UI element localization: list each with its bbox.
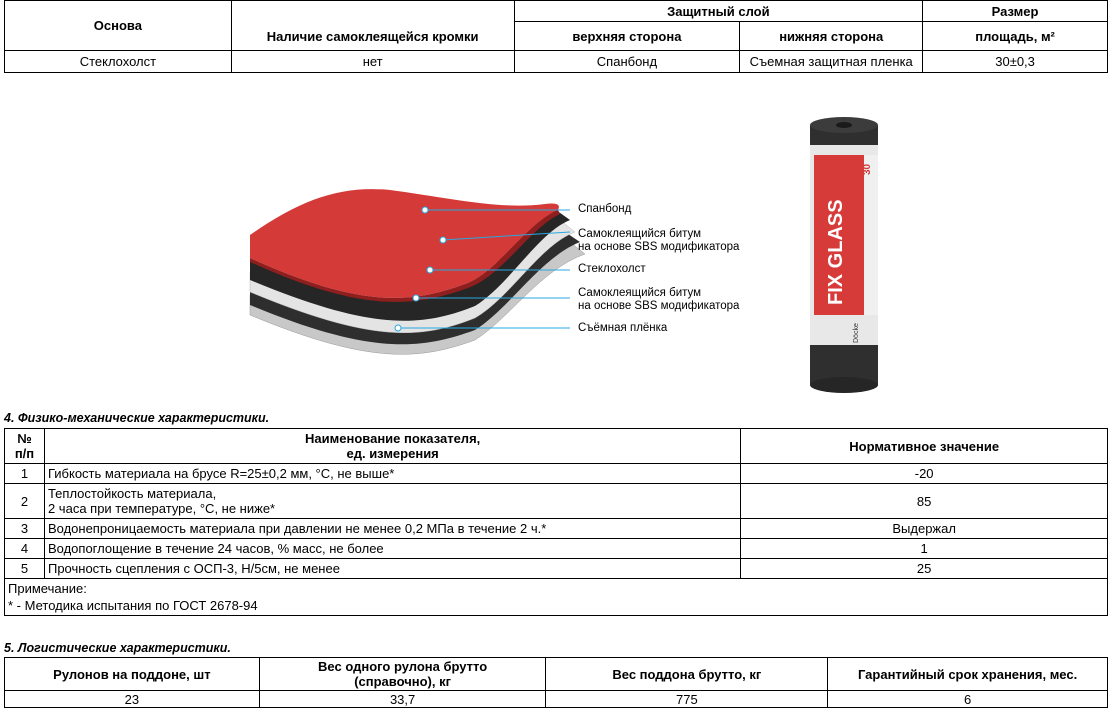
row-name: Теплостойкость материала, 2 часа при температуре, °С, не ниже*: [44, 484, 740, 519]
roll-size-text: 30: [862, 163, 873, 175]
header-num: № п/п: [5, 429, 45, 464]
header-pallet-weight: Вес поддона брутто, кг: [546, 658, 828, 691]
row-name: Гибкость материала на брусе R=25±0,2 мм, °С, не выше*: [44, 464, 740, 484]
roll-brand-text: FIX GLASS: [825, 199, 847, 305]
cell-rolls: 23: [5, 691, 260, 708]
header-edge: Наличие самоклеящейся кромки: [231, 1, 514, 51]
cell-pallet-weight: 775: [546, 691, 828, 708]
row-num: 1: [5, 464, 45, 484]
cell-area: 30±0,3: [923, 51, 1108, 73]
cell-base: Стеклохолст: [5, 51, 232, 73]
row-name: Водонепроницаемость материала при давлении не менее 0,2 МПа в течение 2 ч.*: [44, 519, 740, 539]
row-name: Водопоглощение в течение 24 часов, % масс, не более: [44, 539, 740, 559]
header-normative: Нормативное значение: [741, 429, 1108, 464]
label-bitumen-lower-1: Самоклеящийся битум: [578, 287, 702, 299]
header-size: Размер: [923, 1, 1108, 22]
label-bitumen-lower-2: на основе SBS модификатора: [578, 300, 740, 312]
label-bitumen-upper-1: Самоклеящийся битум: [578, 228, 702, 240]
label-spunbond: Спанбонд: [578, 203, 632, 215]
row-num: 2: [5, 484, 45, 519]
product-composition-table: [4, 0, 1108, 73]
product-roll-image: [808, 115, 880, 395]
cell-top-side: Спанбонд: [514, 51, 740, 73]
header-roll-weight: Вес одного рулона брутто (справочно), кг: [259, 658, 546, 691]
header-osnova: Основа: [5, 1, 232, 51]
row-num: 4: [5, 539, 45, 559]
section-5-title: 5. Логистические характеристики.: [4, 641, 231, 655]
row-value: -20: [741, 464, 1108, 484]
row-value: 85: [741, 484, 1108, 519]
header-indicator: Наименование показателя, ед. измерения: [44, 429, 740, 464]
cell-bottom-side: Съемная защитная пленка: [740, 51, 923, 73]
row-value: 1: [741, 539, 1108, 559]
header-bottom-side: нижняя сторона: [740, 22, 923, 51]
header-rolls-per-pallet: Рулонов на поддоне, шт: [5, 658, 260, 691]
header-protective-layer: Защитный слой: [514, 1, 923, 22]
logistics-table: [4, 657, 1108, 708]
label-bitumen-upper-2: на основе SBS модификатора: [578, 241, 740, 253]
layer-diagram: [240, 180, 780, 380]
physical-properties-table: [4, 428, 1108, 616]
roll-maker-text: Döcke: [853, 323, 860, 343]
label-release-film: Съёмная плёнка: [578, 322, 668, 334]
row-num: 3: [5, 519, 45, 539]
header-top-side: верхняя сторона: [514, 22, 740, 51]
row-value: Выдержал: [741, 519, 1108, 539]
cell-edge: нет: [231, 51, 514, 73]
label-glass-fiber: Стеклохолст: [578, 263, 646, 275]
row-name: Прочность сцепления с ОСП-3, Н/5см, не менее: [44, 559, 740, 579]
cell-roll-weight: 33,7: [259, 691, 546, 708]
cell-shelf-life: 6: [828, 691, 1108, 708]
row-value: 25: [741, 559, 1108, 579]
header-area: площадь, м²: [923, 22, 1108, 51]
header-shelf-life: Гарантийный срок хранения, мес.: [828, 658, 1108, 691]
table-note: Примечание: * - Методика испытания по ГОСТ 2678-94: [5, 579, 1108, 616]
row-num: 5: [5, 559, 45, 579]
section-4-title: 4. Физико-механические характеристики.: [4, 411, 270, 425]
